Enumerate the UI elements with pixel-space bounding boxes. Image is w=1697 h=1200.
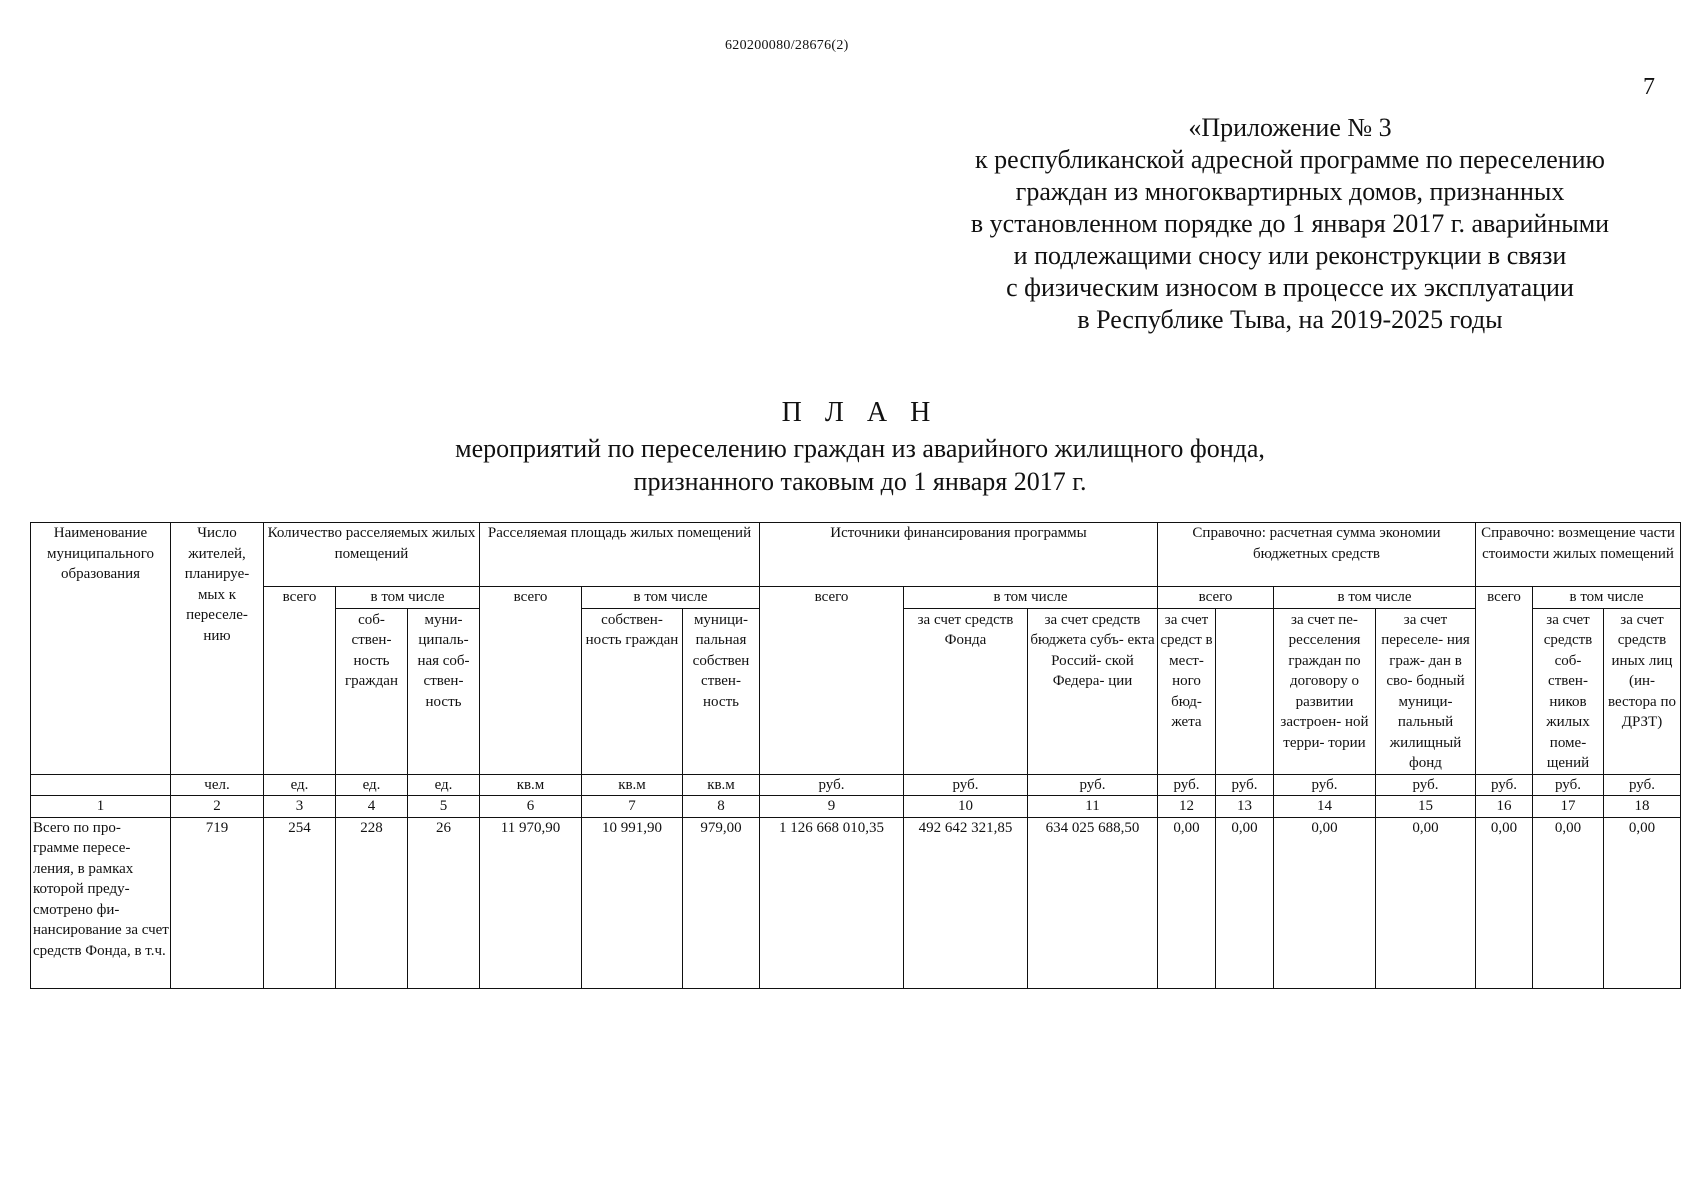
column-number: 7 bbox=[582, 796, 683, 818]
table-cell: 492 642 321,85 bbox=[904, 817, 1028, 988]
unit-cell: руб. bbox=[1158, 774, 1216, 796]
column-number: 5 bbox=[408, 796, 480, 818]
plan-title: П Л А Н bbox=[781, 397, 939, 428]
col-header-savings: Справочно: расчетная сумма экономии бюджетных средств bbox=[1158, 523, 1476, 587]
table-cell: 0,00 bbox=[1533, 817, 1604, 988]
unit-cell: руб. bbox=[1376, 774, 1476, 796]
rooms-private-header: соб- ствен- ность граждан bbox=[336, 608, 408, 774]
col-header-municipality: Наименование муниципального образования bbox=[31, 523, 171, 775]
table-cell: 0,00 bbox=[1476, 817, 1533, 988]
plan-subtitle-line: признанного таковым до 1 января 2017 г. bbox=[633, 467, 1087, 496]
financing-including-header: в том числе bbox=[904, 587, 1158, 609]
savings-including-header: в том числе bbox=[1274, 587, 1476, 609]
compensation-other-header: за счет средств иных лиц (ин- вестора по ДРЗТ) bbox=[1604, 608, 1681, 774]
table-row bbox=[31, 817, 1681, 988]
table-cell: 979,00 bbox=[683, 817, 760, 988]
column-number: 10 bbox=[904, 796, 1028, 818]
column-number: 18 bbox=[1604, 796, 1681, 818]
unit-cell: чел. bbox=[171, 774, 264, 796]
appendix-line: «Приложение № 3 bbox=[1188, 113, 1392, 142]
unit-cell: руб. bbox=[1604, 774, 1681, 796]
units-row bbox=[31, 774, 1681, 796]
savings-free-fund-header: за счет переселе- ния граж- дан в сво- бодный муници- пальный жилищный фонд bbox=[1376, 608, 1476, 774]
table-cell: 719 bbox=[171, 817, 264, 988]
column-number: 8 bbox=[683, 796, 760, 818]
rooms-including-header: в том числе bbox=[336, 587, 480, 609]
col-header-financing: Источники финансирования программы bbox=[760, 523, 1158, 587]
savings-empty-header bbox=[1216, 608, 1274, 774]
unit-cell: кв.м bbox=[480, 774, 582, 796]
table-cell: 254 bbox=[264, 817, 336, 988]
unit-cell: руб. bbox=[1028, 774, 1158, 796]
unit-cell: руб. bbox=[904, 774, 1028, 796]
table-cell: 634 025 688,50 bbox=[1028, 817, 1158, 988]
unit-cell: кв.м bbox=[683, 774, 760, 796]
unit-cell: руб. bbox=[1216, 774, 1274, 796]
column-numbers-row bbox=[31, 796, 1681, 818]
compensation-total-header: всего bbox=[1476, 587, 1533, 775]
column-number: 1 bbox=[31, 796, 171, 818]
savings-total-header: всего bbox=[1158, 587, 1274, 609]
table-cell: 0,00 bbox=[1216, 817, 1274, 988]
unit-cell: руб. bbox=[1274, 774, 1376, 796]
appendix-line: и подлежащими сносу или реконструкции в связи bbox=[1013, 241, 1567, 270]
col-header-residents: Число жителей, планируе- мых к переселе- нию bbox=[171, 523, 264, 775]
area-total-header: всего bbox=[480, 587, 582, 775]
column-number: 16 bbox=[1476, 796, 1533, 818]
appendix-line: к республиканской адресной программе по переселению bbox=[975, 145, 1605, 174]
appendix-line: в Республике Тыва, на 2019-2025 годы bbox=[1077, 305, 1503, 334]
unit-cell: кв.м bbox=[582, 774, 683, 796]
unit-cell: ед. bbox=[264, 774, 336, 796]
unit-cell: ед. bbox=[336, 774, 408, 796]
compensation-including-header: в том числе bbox=[1533, 587, 1681, 609]
column-number: 2 bbox=[171, 796, 264, 818]
row-name: Всего по про- грамме пересе- ления, в рамках которой преду- смотрено фи- нансирование за счет средств Фонда, в т.ч. bbox=[31, 817, 171, 988]
column-number: 17 bbox=[1533, 796, 1604, 818]
savings-local-header: за счет средст в мест- ного бюд- жета bbox=[1158, 608, 1216, 774]
unit-cell: ед. bbox=[408, 774, 480, 796]
column-number: 9 bbox=[760, 796, 904, 818]
table-cell: 0,00 bbox=[1158, 817, 1216, 988]
area-municipal-header: муници- пальная собствен ствен- ность bbox=[683, 608, 760, 774]
financing-total-header: всего bbox=[760, 587, 904, 775]
table-cell: 0,00 bbox=[1376, 817, 1476, 988]
column-number: 14 bbox=[1274, 796, 1376, 818]
col-header-compensation: Справочно: возмещение части стоимости жилых помещений bbox=[1476, 523, 1681, 587]
rooms-municipal-header: муни- ципаль- ная соб- ствен- ность bbox=[408, 608, 480, 774]
appendix-line: граждан из многоквартирных домов, признанных bbox=[1015, 177, 1565, 206]
col-header-rooms: Количество расселяемых жилых помещений bbox=[264, 523, 480, 587]
col-header-area: Расселяемая площадь жилых помещений bbox=[480, 523, 760, 587]
plan-subtitle bbox=[0, 432, 1697, 498]
column-number: 11 bbox=[1028, 796, 1158, 818]
table-cell: 0,00 bbox=[1604, 817, 1681, 988]
page-number: 7 bbox=[1643, 74, 1655, 100]
financing-region-header: за счет средств бюджета субъ- екта Россий- ской Федера- ции bbox=[1028, 608, 1158, 774]
unit-cell bbox=[31, 774, 171, 796]
savings-territory-header: за счет пе- ресселения граждан по договору о развитии застроен- ной терри- тории bbox=[1274, 608, 1376, 774]
appendix-line: с физическим износом в процессе их эксплуатации bbox=[1006, 273, 1574, 302]
column-number: 12 bbox=[1158, 796, 1216, 818]
appendix-header bbox=[930, 112, 1650, 336]
header-row-total-including bbox=[31, 587, 1681, 609]
area-private-header: собствен- ность граждан bbox=[582, 608, 683, 774]
document-id: 620200080/28676(2) bbox=[725, 38, 849, 53]
table-cell: 228 bbox=[336, 817, 408, 988]
header-row-groups bbox=[31, 523, 1681, 587]
unit-cell: руб. bbox=[760, 774, 904, 796]
financing-fund-header: за счет средств Фонда bbox=[904, 608, 1028, 774]
compensation-owners-header: за счет средств соб- ствен- ников жилых поме- щений bbox=[1533, 608, 1604, 774]
column-number: 3 bbox=[264, 796, 336, 818]
unit-cell: руб. bbox=[1533, 774, 1604, 796]
table-cell: 11 970,90 bbox=[480, 817, 582, 988]
column-number: 4 bbox=[336, 796, 408, 818]
unit-cell: руб. bbox=[1476, 774, 1533, 796]
rooms-total-header: всего bbox=[264, 587, 336, 775]
column-number: 6 bbox=[480, 796, 582, 818]
plan-subtitle-line: мероприятий по переселению граждан из аварийного жилищного фонда, bbox=[455, 434, 1265, 463]
column-number: 13 bbox=[1216, 796, 1274, 818]
table-cell: 1 126 668 010,35 bbox=[760, 817, 904, 988]
table-cell: 26 bbox=[408, 817, 480, 988]
table-cell: 10 991,90 bbox=[582, 817, 683, 988]
table-cell: 0,00 bbox=[1274, 817, 1376, 988]
resettlement-plan-table bbox=[30, 522, 1681, 989]
column-number: 15 bbox=[1376, 796, 1476, 818]
appendix-line: в установленном порядке до 1 января 2017 г. аварийными bbox=[970, 209, 1610, 238]
area-including-header: в том числе bbox=[582, 587, 760, 609]
